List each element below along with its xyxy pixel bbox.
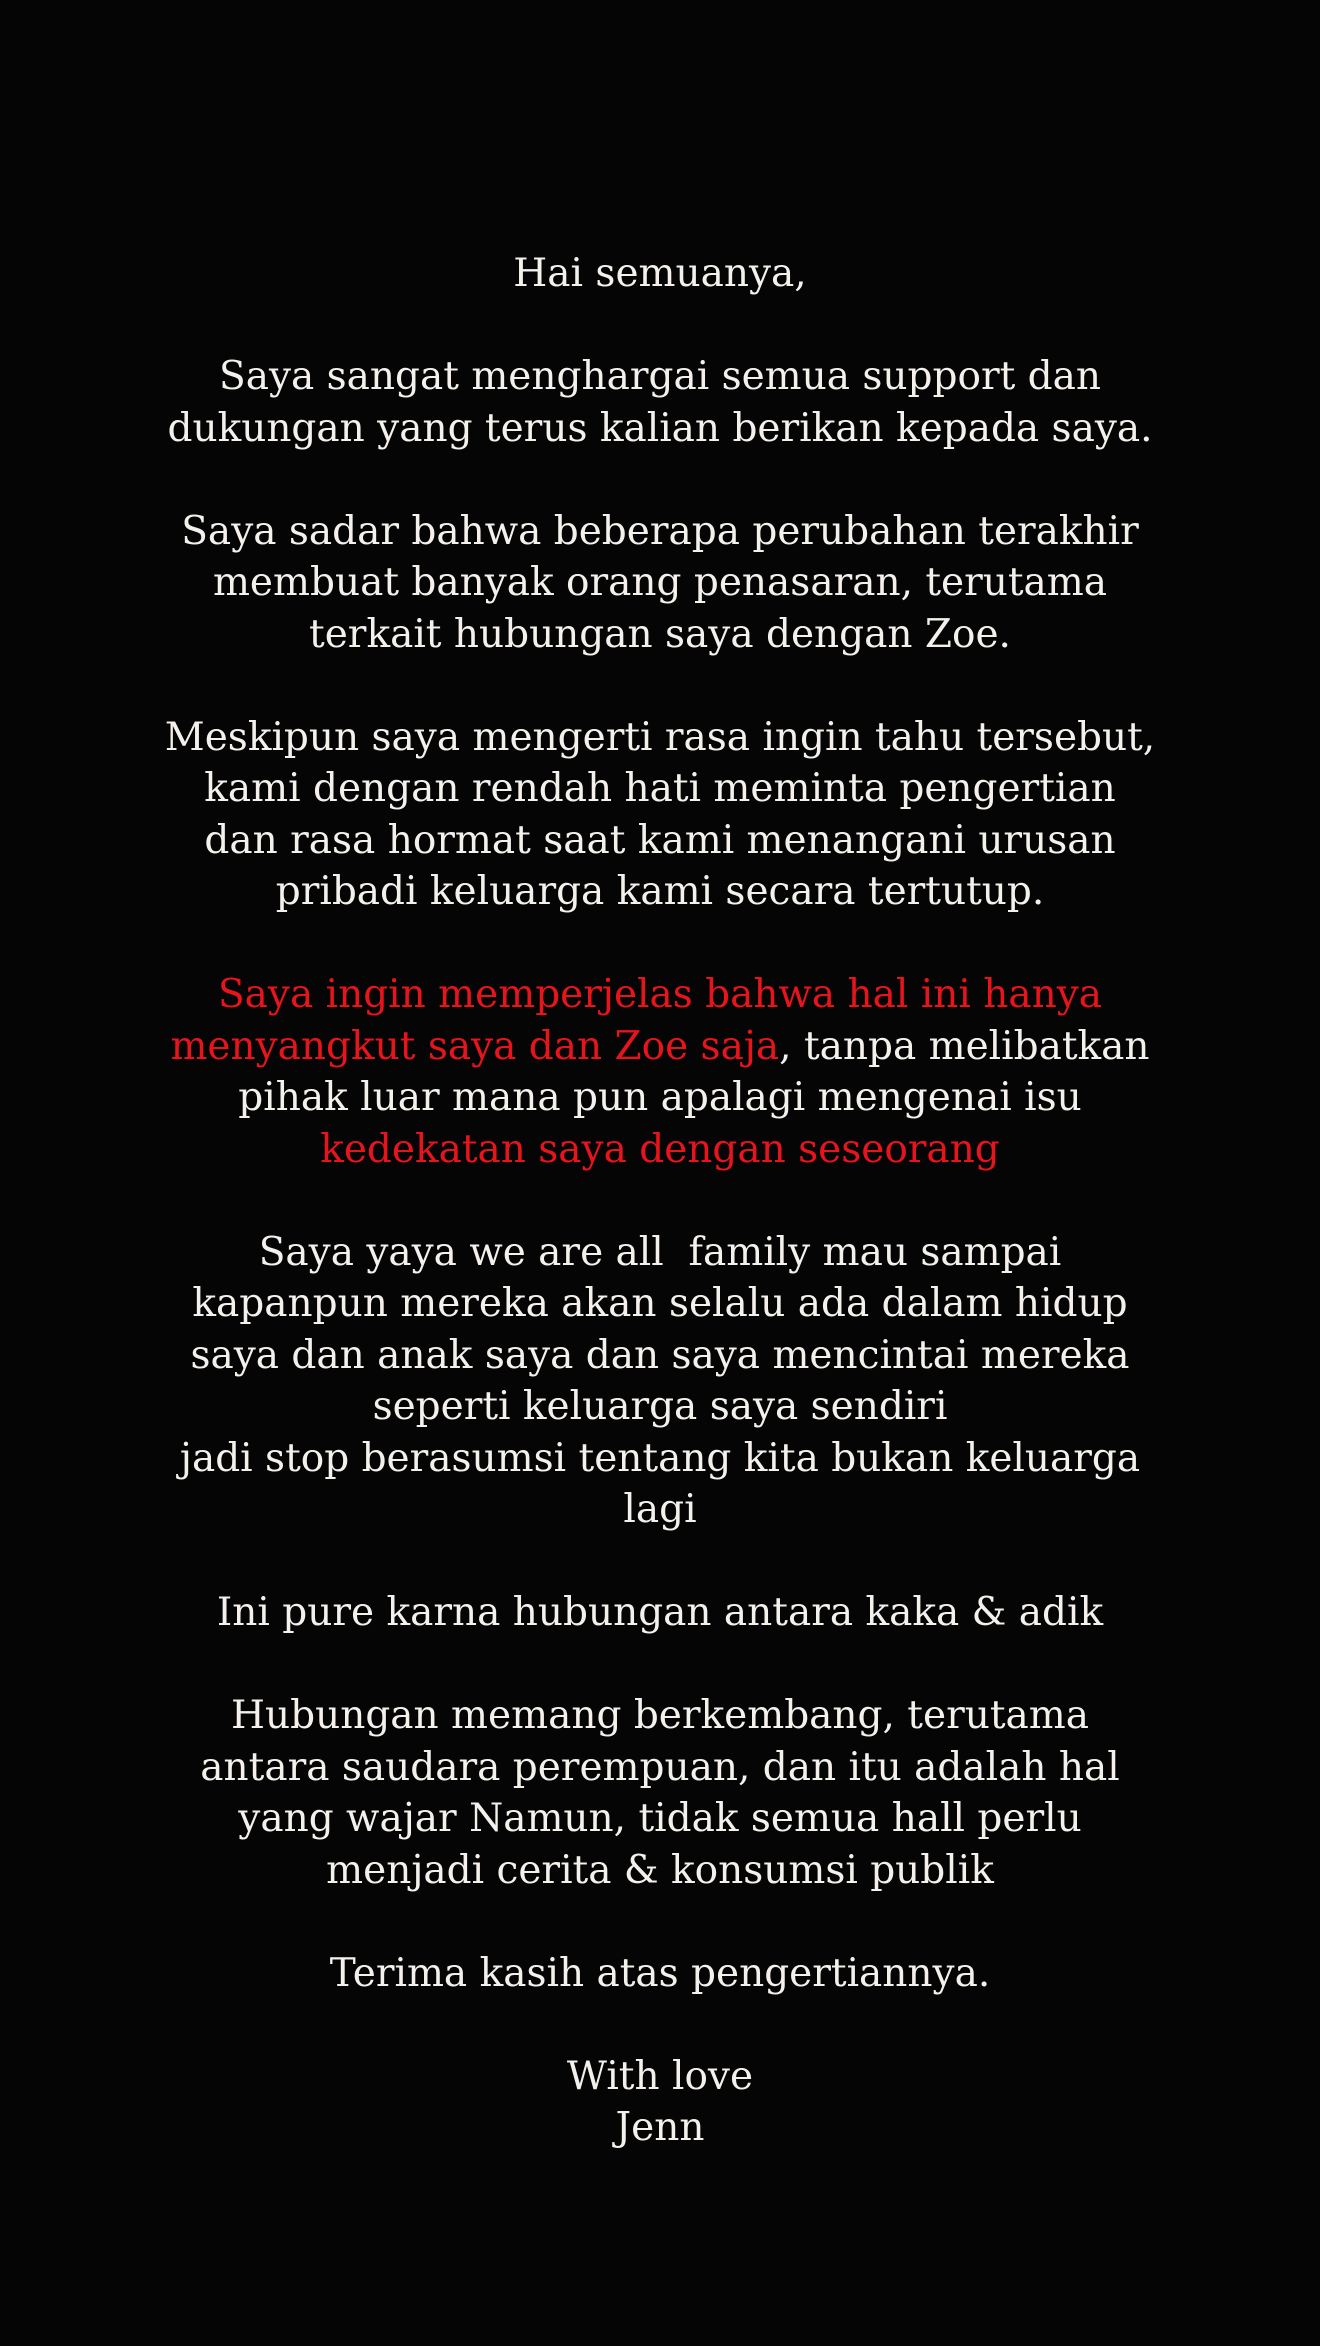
- greeting-paragraph: [0, 248, 1320, 300]
- paragraph-line: membuat banyak orang penasaran, terutama: [212, 560, 1108, 605]
- paragraph-relationship: [0, 1690, 1320, 1896]
- paragraph-line: antara saudara perempuan, dan itu adalah hal: [200, 1744, 1120, 1790]
- paragraph-line: yang wajar Namun, tidak semua hall perlu: [238, 1796, 1082, 1841]
- paragraph-line: Meskipun saya mengerti rasa ingin tahu tersebut,: [164, 714, 1156, 760]
- paragraph-awareness: [0, 506, 1320, 661]
- paragraph-line: dukungan yang terus kalian berikan kepada saya.: [167, 405, 1153, 451]
- paragraph-line: pribadi keluarga kami secara tertutup.: [275, 869, 1045, 914]
- paragraph-line: menjadi cerita & konsumsi publik: [326, 1847, 994, 1893]
- paragraph-line: Ini pure karna hubungan antara kaka & adik: [216, 1590, 1104, 1635]
- paragraph-line: Hubungan memang berkembang, terutama: [231, 1693, 1089, 1738]
- paragraph-line: lagi: [623, 1487, 697, 1532]
- paragraph-line: Saya sadar bahwa beberapa perubahan terakhir: [181, 508, 1139, 554]
- paragraph-line: Saya yaya we are all family mau sampai: [258, 1229, 1062, 1275]
- paragraph-line: dan rasa hormat saat kami menangani urusan: [204, 817, 1116, 863]
- paragraph-line: pihak luar mana pun apalagi mengenai isu: [238, 1075, 1082, 1120]
- signature-name: Jenn: [615, 2105, 705, 2150]
- paragraph-line: kami dengan rendah hati meminta pengertian: [204, 766, 1116, 811]
- highlighted-text: Saya ingin memperjelas bahwa hal ini hanya: [217, 972, 1103, 1017]
- paragraph-line: Saya sangat menghargai semua support dan: [219, 354, 1101, 399]
- paragraph-line: kapanpun mereka akan selalu ada dalam hidup: [192, 1281, 1128, 1326]
- paragraph-siblings: [0, 1587, 1320, 1639]
- paragraph-line: saya dan anak saya dan saya mencintai mereka: [190, 1332, 1130, 1378]
- closing-text: Terima kasih atas pengertiannya.: [329, 1950, 991, 1996]
- signoff: [0, 2051, 1320, 2154]
- paragraph-line: terkait hubungan saya dengan Zoe.: [309, 611, 1011, 657]
- statement-letter: [0, 248, 1320, 2205]
- signoff-line: With love: [566, 2053, 754, 2099]
- greeting: Hai semuanya,: [513, 251, 807, 296]
- highlighted-text: menyangkut saya dan Zoe saja: [170, 1023, 780, 1069]
- paragraph-clarification: [0, 969, 1320, 1175]
- paragraph-line: seperti keluarga saya sendiri: [372, 1384, 948, 1429]
- paragraph-line: jadi stop berasumsi tentang kita bukan keluarga: [179, 1435, 1141, 1481]
- paragraph-line-mixed: [0, 1021, 1320, 1073]
- closing-paragraph: [0, 1948, 1320, 2000]
- paragraph-family: [0, 1227, 1320, 1536]
- highlighted-text: kedekatan saya dengan seseorang: [320, 1126, 1000, 1172]
- paragraph-privacy-request: [0, 712, 1320, 918]
- paragraph-gratitude: [0, 351, 1320, 454]
- paragraph-text: , tanpa melibatkan: [779, 1023, 1150, 1069]
